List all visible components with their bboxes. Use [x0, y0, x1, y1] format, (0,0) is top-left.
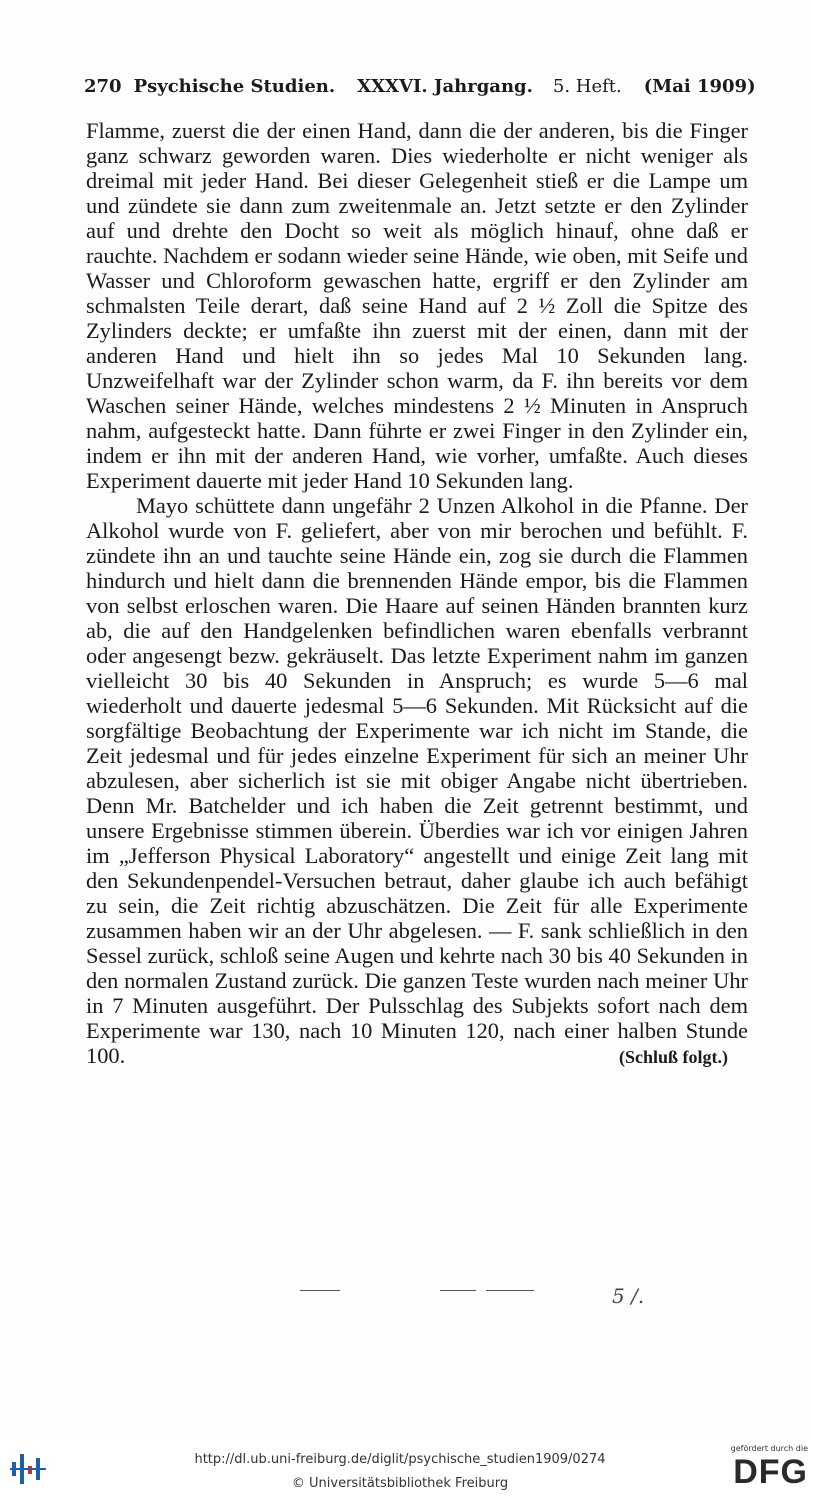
- volume-label: XXXVI. Jahrgang.: [357, 76, 533, 97]
- issue-date: (Mai 1909): [643, 76, 756, 97]
- running-head: [84, 76, 756, 102]
- paragraph-2-text: Mayo schüttete dann ungefähr 2 Unzen Alkohol in die Pfanne. Der Alkohol wurde von F. geliefert, aber von mir berochen und befühlt. F. zündete ihn an und tauchte seine Hände ein, zog sie durch die Flammen hindurch und hielt dann die brennenden Hände empor, bis die Flammen von selbst erloschen waren. Die Haare auf seinen Händen brannten kurz ab, die auf den Handgelenken befindlichen waren ebenfalls verbrannt oder angesengt bezw. gekräuselt. Das letzte Experiment nahm im ganzen vielleicht 30 bis 40 Sekunden in Anspruch; es wurde 5—6 mal wiederholt und dauerte jedesmal 5—6 Sekunden. Mit Rücksicht auf die sorgfältige Beobachtung der Experimente war ich nicht im Stande, die Zeit jedesmal und für jedes einzelne Experiment für sich an meiner Uhr abzulesen, aber sicherlich ist sie mit obiger Angabe nicht übertrieben. Denn Mr. Batchelder und ich haben die Zeit getrennt bestimmt, und unsere Ergebnisse stimmen überein. Überdies war ich vor einigen Jahren im „Jefferson Physical Laboratory“ angestellt und einige Zeit lang mit den Sekundenpendel-Versuchen betraut, daher glaube ich auch befähigt zu sein, die Zeit richtig abzuschätzen. Die Zeit für alle Experimente zusammen haben wir an der Uhr abgelesen. — F. sank schließlich in den Sessel zurück, schloß seine Augen und kehrte nach 30 bis 40 Sekunden in den normalen Zustand zurück. Die ganzen Teste wurden nach meiner Uhr in 7 Minuten ausgeführt. Der Pulsschlag des Subjekts sofort nach dem Experimente war 130, nach 10 Minuten 120, nach einer halben Stunde 100.: [86, 493, 748, 1068]
- dfg-logo: DFG: [733, 1453, 808, 1491]
- paragraph-2: [86, 493, 748, 1068]
- page-number: 270: [84, 76, 122, 97]
- handwritten-mark: 5 /.: [612, 1284, 645, 1308]
- issue-label: 5. Heft.: [552, 76, 622, 97]
- footer-bar: [0, 1440, 813, 1498]
- continued-note: (Schluß folgt.): [618, 1047, 728, 1067]
- copyright-text: © Universitätsbibliothek Freiburg: [291, 1476, 509, 1491]
- dfg-funding-block: [712, 1444, 808, 1494]
- source-url-link[interactable]: http://dl.ub.uni-freiburg.de/diglit/psychische_studien1909/0274: [194, 1452, 606, 1467]
- closing-rule-left: [300, 1290, 340, 1291]
- funding-caption: gefördert durch die: [730, 1444, 808, 1453]
- paragraph-1: Flamme, zuerst die der einen Hand, dann die der anderen, bis die Finger ganz schwarz geworden waren. Dies wiederholte er nicht weniger als dreimal mit jeder Hand. Bei dieser Gelegenheit stieß er die Lampe um und zündete sie dann zum zweitenmale an. Jetzt setzte er den Zylinder auf und drehte den Docht so weit als möglich hinauf, ohne daß er rauchte. Nachdem er sodann wieder seine Hände, wie oben, mit Seife und Wasser und Chloroform gewaschen hatte, ergriff er den Zylinder am schmalsten Teile derart, daß seine Hand auf 2 ½ Zoll die Spitze des Zylinders deckte; er umfaßte ihn zuerst mit der einen, dann mit der anderen Hand und hielt ihn so jedes Mal 10 Sekunden lang. Unzweifelhaft war der Zylinder schon warm, da F. ihn bereits vor dem Waschen seiner Hände, welches mindestens 2 ½ Minuten in Anspruch nahm, aufgesteckt hatte. Dann führte er zwei Finger in den Zylinder ein, indem er ihn mit der anderen Hand, wie vorher, umfaßte. Auch dieses Experiment dauerte mit jeder Hand 10 Sekunden lang.: [86, 118, 748, 493]
- journal-title: Psychische Studien.: [133, 76, 336, 97]
- body-text: [86, 118, 748, 1070]
- closing-rule-mid: [440, 1290, 476, 1291]
- library-logo-icon: [10, 1448, 46, 1490]
- closing-rule-right: [486, 1290, 534, 1291]
